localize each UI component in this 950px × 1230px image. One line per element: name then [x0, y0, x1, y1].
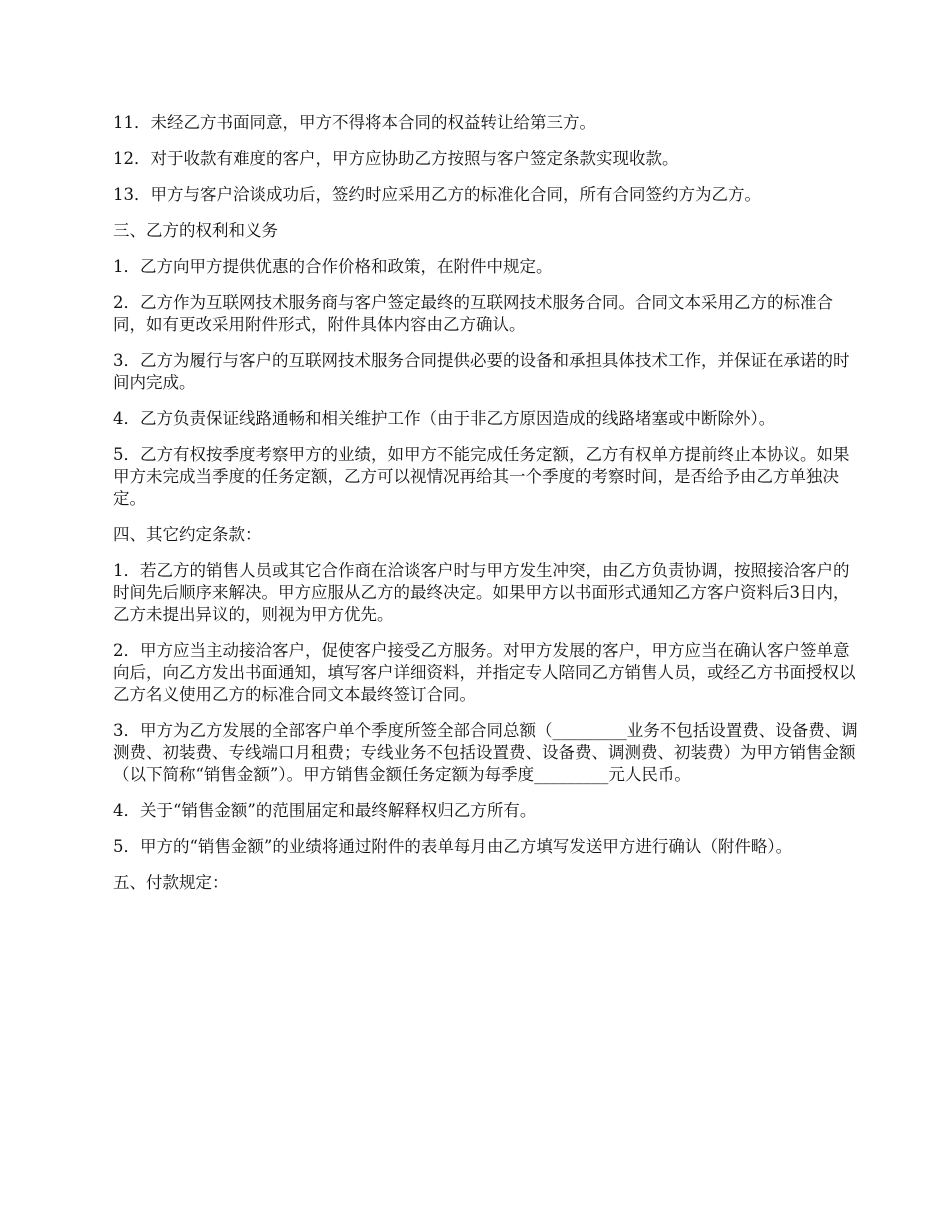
clause-12: 12．对于收款有难度的客户，甲方应协助乙方按照与客户签定条款实现收款。 — [113, 149, 679, 168]
party-b-clause-2: 2．乙方作为互联网技术服务商与客户签定最终的互联网技术服务合同。合同文本采用乙方的标准合同，如有更改采用附件形式，附件具体内容由乙方确认。 — [113, 293, 833, 334]
party-b-clause-4: 4．乙方负责保证线路通畅和相关维护工作（由于非乙方原因造成的线路堵塞或中断除外）。 — [113, 409, 776, 428]
other-terms-clause-5: 5．甲方的“销售金额”的业绩将通过附件的表单每月由乙方填写发送甲方进行确认（附件略）。 — [113, 837, 793, 856]
section-heading-payment: 五、付款规定： — [113, 873, 229, 892]
party-b-clause-5: 5．乙方有权按季度考察甲方的业绩，如甲方不能完成任务定额，乙方有权单方提前终止本协议。如果甲方未完成当季度的任务定额，乙方可以视情况再给其一个季度的考察时间，是否给予由乙方单独决定。 — [113, 445, 850, 508]
other-terms-clause-3: 3．甲方为乙方发展的全部客户单个季度所签全部合同总额（_________业务不包括设置费、设备费、调测费、初装费、专线端口月租费；专线业务不包括设置费、设备费、调测费、初装费）为甲方销售金额（以下简称“销售金额”）。甲方销售金额任务定额为每季度_________元人民币。 — [113, 721, 858, 784]
other-terms-clause-1: 1．若乙方的销售人员或其它合作商在洽谈客户时与甲方发生冲突，由乙方负责协调，按照接洽客户的时间先后顺序来解决。甲方应服从乙方的最终决定。如果甲方以书面形式通知乙方客户资料后3日内，乙方未提出异议的，则视为甲方优先。 — [113, 561, 850, 624]
other-terms-clause-4: 4．关于“销售金额”的范围届定和最终解释权归乙方所有。 — [113, 801, 537, 820]
document-body — [113, 112, 858, 908]
clause-11: 11．未经乙方书面同意，甲方不得将本合同的权益转让给第三方。 — [113, 113, 596, 132]
party-b-clause-1: 1．乙方向甲方提供优惠的合作价格和政策，在附件中规定。 — [113, 257, 553, 276]
section-heading-other-terms: 四、其它约定条款： — [113, 525, 262, 544]
clause-13: 13．甲方与客户洽谈成功后，签约时应采用乙方的标准化合同，所有合同签约方为乙方。 — [113, 185, 761, 204]
party-b-clause-3: 3．乙方为履行与客户的互联网技术服务合同提供必要的设备和承担具体技术工作，并保证在承诺的时间内完成。 — [113, 351, 850, 392]
other-terms-clause-2: 2．甲方应当主动接洽客户，促使客户接受乙方服务。对甲方发展的客户，甲方应当在确认客户签单意向后，向乙方发出书面通知，填写客户详细资料，并指定专人陪同乙方销售人员，或经乙方书面授权以乙方名义使用乙方的标准合同文本最终签订合同。 — [113, 641, 856, 704]
section-heading-party-b-rights: 三、乙方的权利和义务 — [113, 221, 278, 240]
